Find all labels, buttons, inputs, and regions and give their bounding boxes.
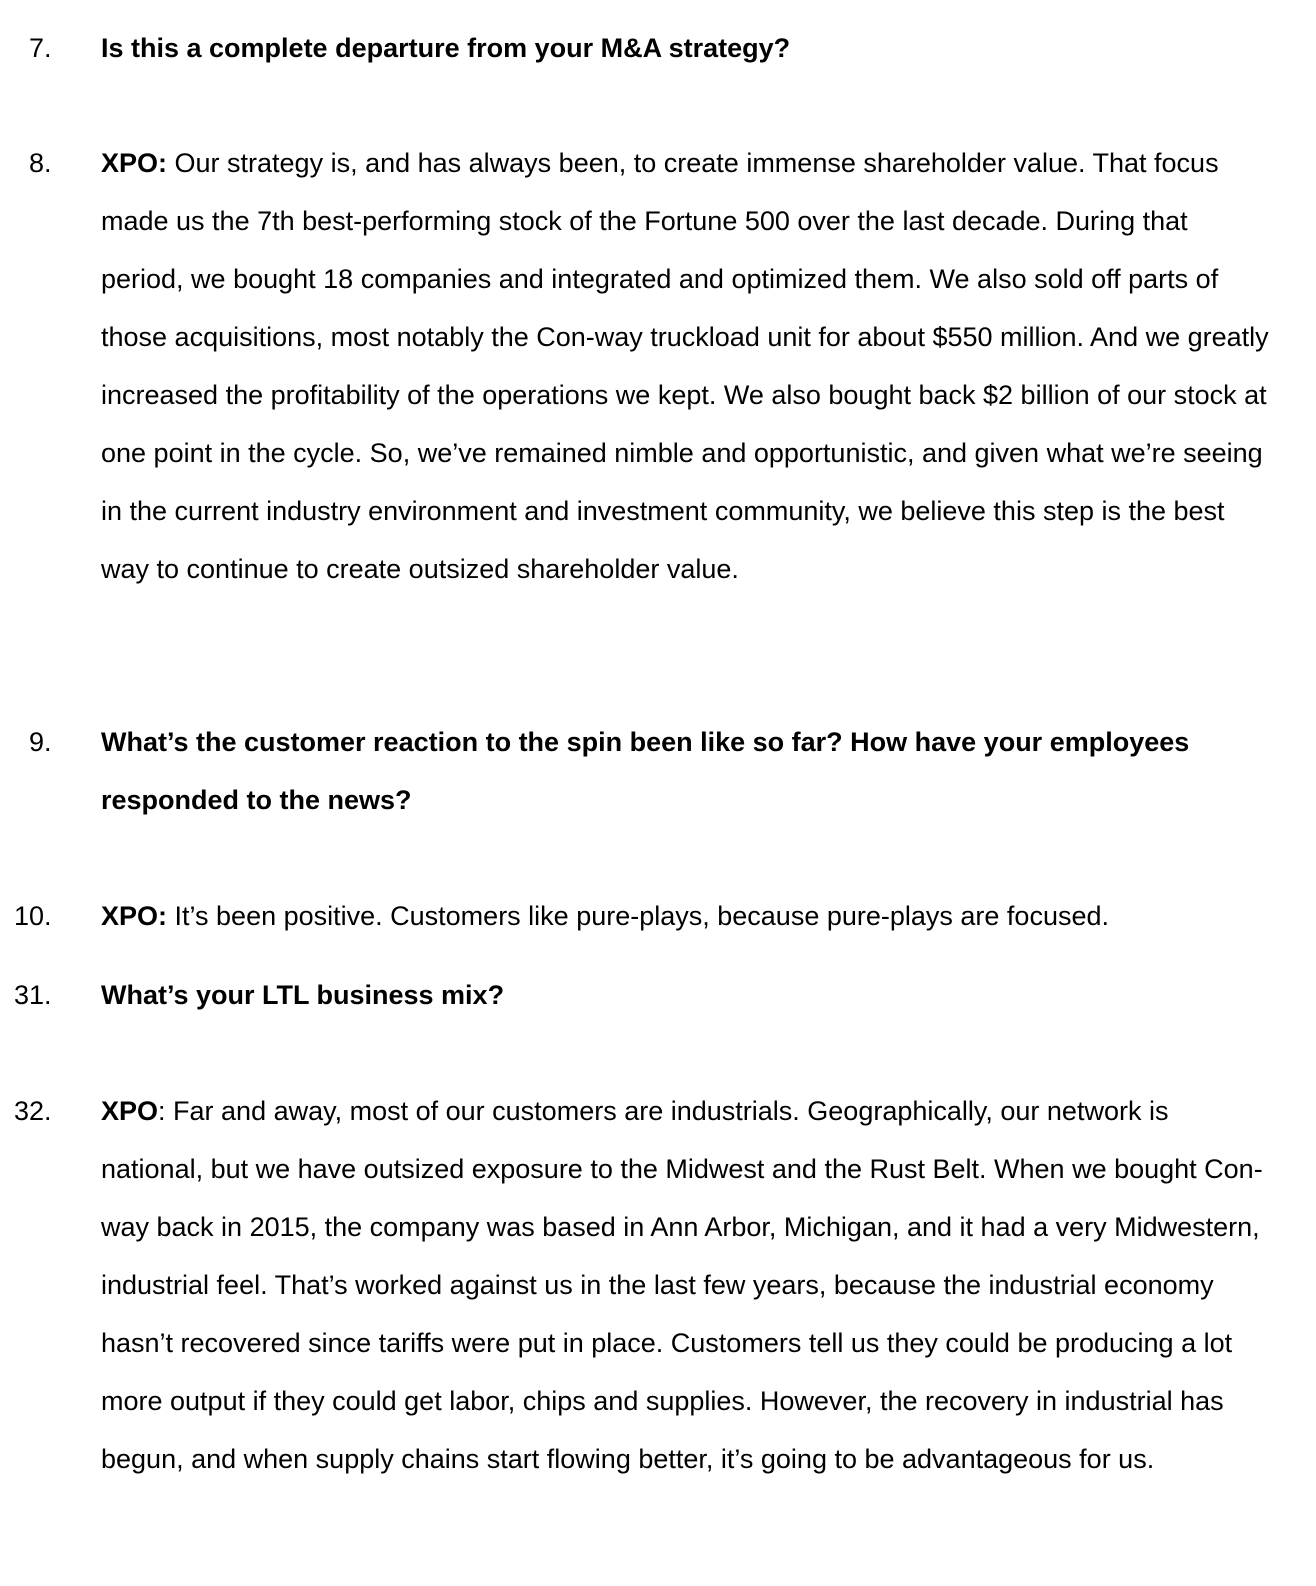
- paragraph-number: 10.: [14, 901, 52, 931]
- answer-text: [101, 134, 1271, 598]
- answer-body: : Far and away, most of our customers are industrials. Geographically, our network is national, but we have outsized exposure to the Midwest and the Rust Belt. When we bought Con-way back in 2015, the company was based in Ann Arbor, Michigan, and it had a very Midwestern, industrial feel. That’s worked against us in the last few years, because the industrial economy hasn’t recovered since tariffs were put in place. Customers tell us they could be producing a lot more output if they could get labor, chips and supplies. However, the recovery in industrial has begun, and when supply chains start flowing better, it’s going to be advantageous for us.: [101, 1096, 1263, 1474]
- question-text: What’s your LTL business mix?: [101, 980, 505, 1010]
- paragraph-number: 8.: [29, 148, 52, 178]
- answer-text: [101, 887, 1271, 945]
- answer-body: Our strategy is, and has always been, to create immense shareholder value. That focus made us the 7th best-performing stock of the Fortune 500 over the last decade. During that period, we bought 18 companies and integrated and optimized them. We also sold off parts of those acquisitions, most notably the Con-way truckload unit for about $550 million. And we greatly increased the profitability of the operations we kept. We also bought back $2 billion of our stock at one point in the cycle. So, we’ve remained nimble and opportunistic, and given what we’re seeing in the current industry environment and investment community, we believe this step is the best way to continue to create outsized shareholder value.: [101, 148, 1269, 584]
- question-text: Is this a complete departure from your M&A strategy?: [101, 33, 791, 63]
- paragraph-number: 9.: [29, 727, 52, 757]
- answer-body: It’s been positive. Customers like pure-plays, because pure-plays are focused.: [167, 901, 1109, 931]
- speaker-label: XPO: [101, 1096, 159, 1126]
- answer-text: [101, 1082, 1271, 1488]
- paragraph-number: 7.: [29, 33, 52, 63]
- paragraph-number: 32.: [14, 1096, 52, 1126]
- speaker-label: XPO:: [101, 901, 168, 931]
- paragraph-number: 31.: [14, 980, 52, 1010]
- speaker-label: XPO:: [101, 148, 168, 178]
- question-text: What’s the customer reaction to the spin been like so far? How have your employees responded to the news?: [101, 727, 1190, 815]
